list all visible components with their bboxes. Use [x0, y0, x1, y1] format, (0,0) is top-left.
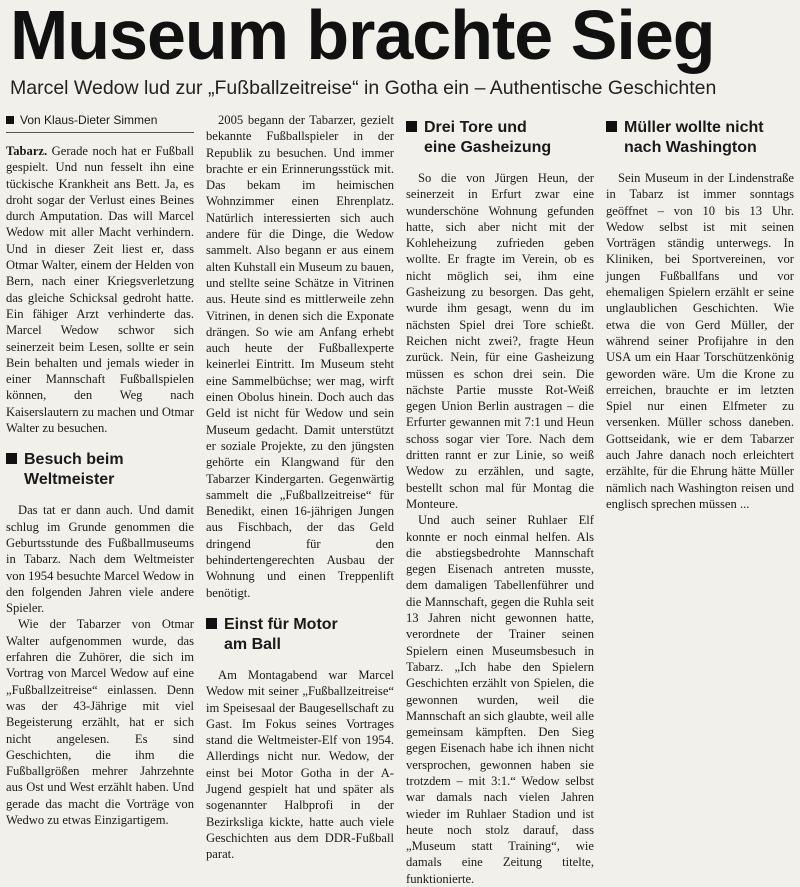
- subheading-line: Müller wollte nicht: [624, 119, 764, 136]
- paragraph: Das tat er dann auch. Und damit schlug im Grunde genommen die Geburtsstunde des Fußballmuseums in Tabarz. Nach dem Weltmeister von 1954 besuchte Marcel Wedow in den folgenden Jahren viele andere Spieler.: [6, 503, 194, 616]
- headline: Museum brachte Sieg: [10, 0, 715, 74]
- square-bullet-icon: [6, 453, 17, 464]
- column-3: [406, 112, 594, 886]
- paragraph: Sein Museum in der Lindenstraße in Tabarz ist immer sonntags geöffnet – von 10 bis 13 Uhr. Wedow selbst ist mit seinen Vorträgen ständig unterwegs. In Kliniken, bei Sportvereinen, vor jungen Fußballfans und vor ehemaligen Spielern erzählt er seine unglaublichen Geschichten. Wie etwa die von Gerd Müller, der während seiner Profijahre in den USA um ein Haar Torschützenkönig geworden wäre. Um die Krone zu erreichen, brauchte er im letzten Spiel nur einen Elfmeter zu versenken. Müller schoss daneben. Gottseidank, wie er dem Tabarzer auch Jahre danach noch erleichtert erzählte, für die Ehrung hätte Müller nämlich nach Washington reisen und englisch sprechen müssen ...: [606, 171, 794, 511]
- paragraph: So die von Jürgen Heun, der seinerzeit in Erfurt zwar eine wunderschöne Wohnung gefunden hatte, sich aber nicht mit der Kohleheizung zufrieden geben wollte. Er fragte im Verein, ob es nicht möglich sei, ihm eine Gasheizung zu besorgen. Das geht, wurde ihm gesagt, wenn du im nächsten Spiel drei Tore schießt. Reichen nicht zwei?, fragte Heun zurück. Nein, für eine Gasheizung müssen es schon drei sein. Die nächste Partie musste Rot-Weiß gegen Union Berlin austragen – die Erfurter gewannen mit 7:1 und Heun schoss sogar vier Tore. Nach dem dritten rannt er zur Linie, so weiß Wedow zu erzählen, und sagte, bestellt schon mal für Montag die Monteure.: [406, 171, 594, 511]
- subheading-line: am Ball: [224, 635, 281, 653]
- paragraph: Am Montagabend war Marcel Wedow mit seiner „Fußballzeitreise“ im Speisesaal der Baugesellschaft zu Gast. Im Fokus seines Vortrages stand die Weltmeister-Elf von 1954. Allerdings nicht nur. Wedow, der einst bei Motor Gotha in der A-Jugend gespielt hat und später als sogenannter Halbprofi in der Bezirksliga kickte, hatte auch viele Geschichten aus dem DDR-Fußball parat.: [206, 667, 394, 862]
- column-1: [6, 112, 194, 827]
- paragraph: 2005 begann der Tabarzer, gezielt bekannte Fußballspieler in der Republik zu besuchen. Und immer brachte er ein Erinnerungsstück mit. Das bekam im heimischen Wohnzimmer einen Ehrenplatz. Natürlich interessierten sich auch andere für die Dinge, die Wedow sammelt. Also begann er aus einem alten Kuhstall ein Museum zu bauen, und stellte seine Schätze in Vitrinen aus. Heute sind es mittlerweile zehn Vitrinen, in denen sich die Exponate drängen. So wie am Anfang erhebt auch heute der Fußballexperte keinerlei Eintritt. Im Museum steht eine Sammelbüchse; wer mag, wirft einen Obolus hinein. Doch auch das Geld ist nicht für Wedow und sein Museum gedacht. Damit unterstützt er soziale Projekte, zu den jüngsten gehörte ein Klangwand für den Tabarzer Kindergarten. Gegenwärtig sammelt die „Fußballzeitreise“ für Benedikt, einen 16-jährigen Jungen aus Fischbach, der das Geld dringend für den behindertengerechten Ausbau der Wohnung und einen Treppenlift benötigt.: [206, 113, 394, 600]
- subheading-line: Einst für Motor: [224, 615, 338, 633]
- subheadline: Marcel Wedow lud zur „Fußballzeitreise“ in Gotha ein – Authentische Geschichten: [10, 77, 717, 99]
- subheading-line: eine Gasheizung: [424, 139, 552, 156]
- subheading: [6, 450, 194, 490]
- paragraph: Und auch seiner Ruhlaer Elf konnte er noch einmal helfen. Als die abstiegsbedrohte Mannschaft gegen Eisenach antreten musste, dem damaligen Tabellenführer und die Mannschaft, gegen die Ruhla seit 13 Jahren nicht gewonnen hatte, verordnete der Trainer seinen Spielern einen Museumsbesuch in Tabarz. „Ich habe den Spielern Geschichten erzählt von Spielen, die gewonnen wurden, weil die Mannschaft an sich glaubte, weil alle gemeinsam kämpften. Den Sieg gegen Eisenach habe ich ihnen nicht versprochen, gewonnen haben sie trotzdem – mit 3:1.“ Wedow selbst war damals nach vielen Jahren wieder im Ruhlaer Stadion und ist heute noch stolz darauf, dass „Museum statt Training“, wie damals eine Zeitung titelte, funktionierte.: [406, 513, 594, 886]
- square-bullet-icon: [406, 121, 417, 132]
- subheading-line: nach Washington: [624, 139, 757, 156]
- subheading-line: Weltmeister: [24, 471, 115, 489]
- subheading-line: Besuch beim: [24, 451, 124, 469]
- article-body: [6, 112, 796, 886]
- paragraph: [6, 143, 194, 436]
- paragraph: Wie der Tabarzer von Otmar Walter aufgenommen wurde, das erfahren die Zuhörer, die sich im Vortrag von Marcel Wedow auf eine „Fußballzeitreise“ einlassen. Denn was der 43-Jährige mit viel Begeisterung erzählt, hat er sich nicht angelesen. Es sind Geschichten, die ihm die Fußballgrößen mehrer Jahrzehnte aus Ost und West erzählt haben. Und gerade das macht die Vorträge von Wedwo zu etwas Einzigartigem.: [6, 617, 194, 827]
- square-bullet-icon: [206, 618, 217, 629]
- dateline: Tabarz.: [6, 144, 48, 158]
- subheading: [606, 118, 794, 158]
- byline-text: Von Klaus-Dieter Simmen: [20, 113, 158, 127]
- column-4: [606, 112, 794, 796]
- subheading: [406, 118, 594, 158]
- subheading-line: Drei Tore und: [424, 119, 527, 136]
- paragraph-text: Gerade noch hat er Fußball gespielt. Und nun fesselt ihn eine tückische Krankheit ans Bett. Ja, es droht sogar der Verlust eines Beines durch Amputation. Das will Marcel Wedow mit aller Macht verhindern. Und in dieser Zeit liest er, dass Otmar Walter, einem der Helden von Bern, nach einer Kriegsverletzung das gleiche Schicksal gedroht hatte. Ein fähiger Arzt verhinderte das. Marcel Wedow schwor sich seinerzeit beim Lesen, sollte er sein Bein behalten und jemals wieder in einer Mannschaft Fußballspielen können, den Weg nach Kaiserslautern zu machen und Otmar Walter zu besuchen.: [6, 144, 194, 436]
- subheading: [206, 615, 394, 655]
- square-bullet-icon: [6, 116, 14, 124]
- byline: [6, 112, 194, 133]
- square-bullet-icon: [606, 121, 617, 132]
- column-2: [206, 112, 394, 862]
